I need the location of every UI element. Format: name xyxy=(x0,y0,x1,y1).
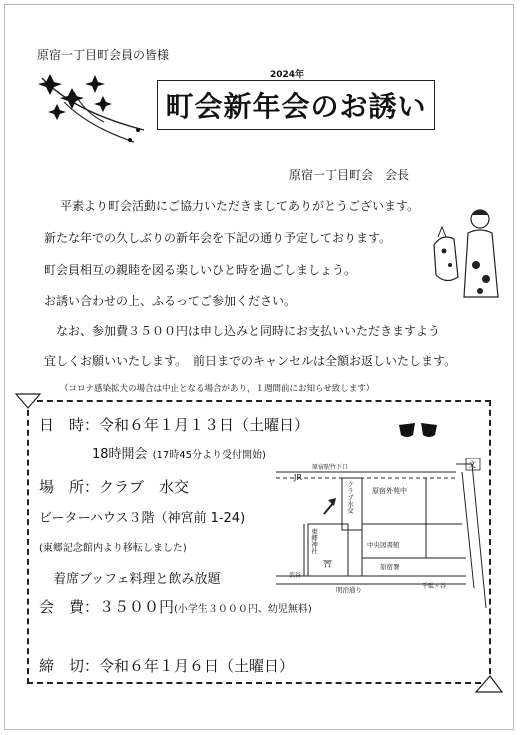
sender: 原宿一丁目町会 会長 xyxy=(289,168,410,182)
deadline-value: 令和６年１月６日（土曜日） xyxy=(99,657,295,675)
addressee: 原宿一丁目町会員の皆様 xyxy=(37,48,170,62)
building: ビーターハウス３階（神宮前 1-24) xyxy=(39,511,246,526)
map-sendagaya-label: 千駄ヶ谷 xyxy=(422,583,447,590)
paragraph-6: 宜しくお願いいたします。 前日までのキャンセルは全額お返しいたします。 xyxy=(44,354,457,368)
fee-value: ３５００円 xyxy=(99,598,175,616)
reception-time: (17時45分より受付開始) xyxy=(152,450,266,461)
map-meiji-label: 明治通り xyxy=(336,586,362,594)
deadline-label: 締 切： xyxy=(39,657,100,675)
location-map xyxy=(276,458,496,608)
fee-row xyxy=(39,596,312,617)
wine-glasses-icon xyxy=(397,421,441,445)
paragraph-1: 平素より町会活動にご協力いただきましてありがとうございます。 xyxy=(60,199,420,213)
moved-note: (東郷記念館内より移転しました) xyxy=(39,543,187,554)
map-shibuya-label: 渋谷 xyxy=(289,572,302,579)
paragraph-4: お誘い合わせの上、ふるってご参加ください。 xyxy=(44,294,297,308)
map-library-label: 中央図書館 xyxy=(367,541,400,549)
map-torii-icon: ⛩ xyxy=(323,560,332,568)
deadline-row xyxy=(39,655,294,676)
map-club-label: クラブ水交 xyxy=(346,481,354,514)
map-school-mark: 文 xyxy=(468,460,476,469)
paragraph-2: 新たな年での久しぶりの新年会を下記の通り予定しております。 xyxy=(44,231,392,245)
map-gaien-label: 原宿外苑中 xyxy=(372,487,407,495)
covid-note: （コロナ感染拡大の場合は中止となる場合があり，１週間前にお知らせ致します） xyxy=(60,384,375,394)
place-label: 場 所： xyxy=(39,478,100,496)
map-jr-label: JR xyxy=(294,473,302,482)
title-text: 町会新年会のお誘い xyxy=(165,90,427,123)
date-row xyxy=(39,414,309,435)
fee-note: (小学生３０００円、幼児無料) xyxy=(174,604,312,615)
time-row xyxy=(92,443,266,462)
folded-corner-bottom-right xyxy=(472,662,506,696)
year-label: 2024年 xyxy=(270,70,305,80)
date-value: 令和６年１月１３日（土曜日） xyxy=(99,416,310,434)
date-label: 日 時： xyxy=(39,416,100,434)
map-police-label: 原宿署 xyxy=(380,563,400,571)
paragraph-5: なお、参加費３５００円は申し込みと同時にお支払いいただきますよう xyxy=(56,324,441,338)
flower-sprig-illustration xyxy=(34,72,154,150)
map-shrine-label: 東郷神社 xyxy=(310,528,318,554)
page-title xyxy=(157,80,435,130)
fee-label: 会 費： xyxy=(39,598,100,616)
paragraph-3: 町会員相互の親睦を図る楽しいひと時を過ごしましょう。 xyxy=(44,263,357,277)
map-station-label: 原宿駅竹下口 xyxy=(312,464,349,471)
place-value: クラブ 水交 xyxy=(99,478,190,496)
open-time: 18時開会 xyxy=(92,447,148,462)
place-row xyxy=(39,476,189,497)
girls-lion-dance-illustration xyxy=(428,205,510,305)
menu: 着席ブッフェ料理と飲み放題 xyxy=(53,572,221,587)
